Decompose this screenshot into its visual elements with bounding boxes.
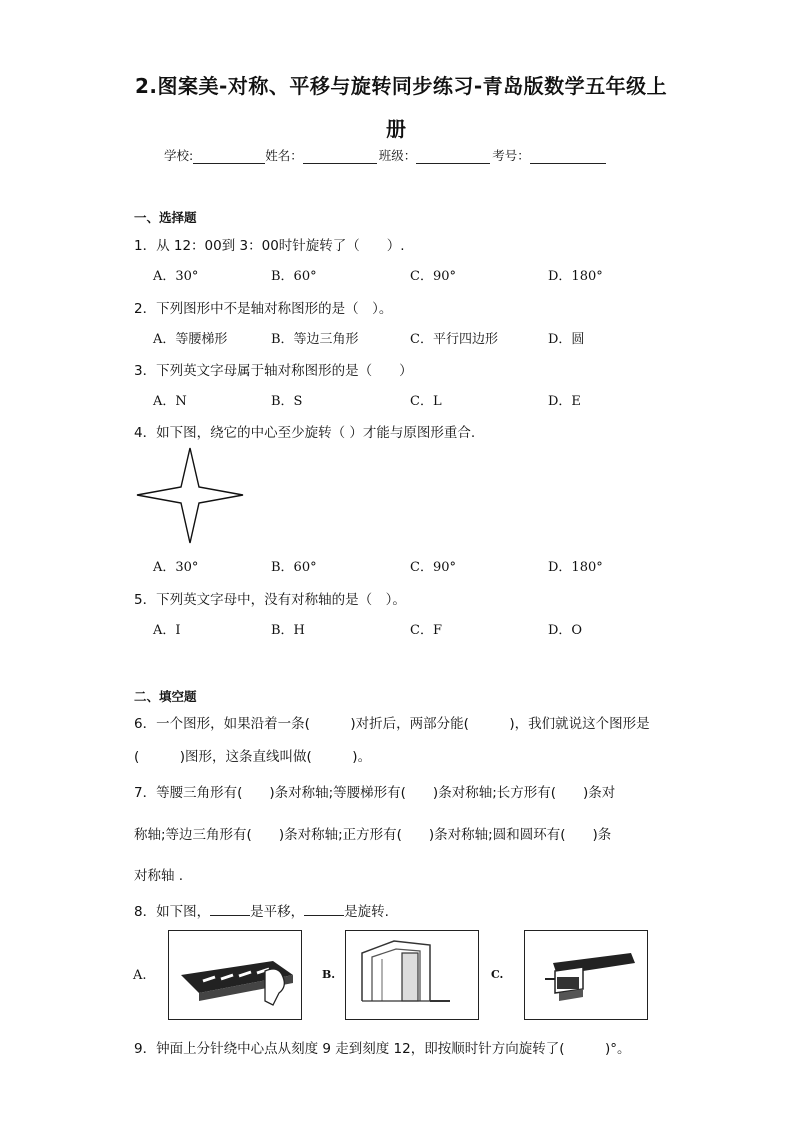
- question-7-line-3: 对称轴 .: [134, 868, 184, 884]
- q3-option-a[interactable]: A．N: [153, 394, 187, 409]
- q5-option-a[interactable]: A．I: [153, 623, 181, 638]
- drawer-image: [524, 930, 648, 1020]
- q1-option-a[interactable]: A．30°: [153, 269, 199, 284]
- q4-option-a[interactable]: A．30°: [153, 560, 199, 575]
- q8-rotation-blank[interactable]: [304, 903, 344, 916]
- q8-suffix: 是旋转.: [344, 904, 389, 920]
- question-7-line-1: 7．等腰三角形有( )条对称轴;等腰梯形有( )条对称轴;长方形有( )条对: [134, 785, 616, 801]
- q1-option-b[interactable]: B．60°: [271, 269, 317, 284]
- q5-option-d[interactable]: D．O: [548, 623, 583, 638]
- q1-option-c[interactable]: C．90°: [410, 269, 456, 284]
- number-label: 考号：: [492, 148, 530, 163]
- q8-mid: 是平移，: [250, 904, 305, 920]
- school-blank[interactable]: [193, 150, 265, 164]
- q1-option-d[interactable]: D．180°: [548, 269, 603, 284]
- question-5: 5．下列英文字母中，没有对称轴的是（ ）。: [134, 592, 406, 608]
- class-label: 班级：: [378, 148, 417, 163]
- q8-prefix: 8．如下图，: [134, 904, 211, 920]
- q8-label-a: A.: [133, 968, 147, 983]
- q4-option-c[interactable]: C．90°: [410, 560, 456, 575]
- school-label: 学校:: [164, 148, 194, 163]
- q2-option-b[interactable]: B．等边三角形: [271, 332, 359, 347]
- q2-option-c[interactable]: C．平行四边形: [410, 332, 498, 347]
- student-info-line: [164, 146, 606, 164]
- q3-option-d[interactable]: D．E: [548, 394, 581, 409]
- question-4: 4．如下图，绕它的中心至少旋转（ ）才能与原图形重合.: [134, 425, 476, 441]
- abacus-icon: [169, 931, 301, 1019]
- door-icon: [346, 931, 478, 1019]
- question-8: [134, 900, 389, 920]
- page-title: 2.图案美-对称、平移与旋转同步练习-青岛版数学五年级上: [135, 74, 668, 98]
- question-6-line-1: 6．一个图形，如果沿着一条( )对折后，两部分能( )，我们就说这个图形是: [134, 716, 650, 732]
- question-6-line-2: ( )图形，这条直线叫做( )。: [134, 749, 372, 765]
- section-fill-heading: 二、填空题: [134, 689, 197, 704]
- section-choice-heading: 一、选择题: [134, 210, 197, 225]
- q8-label-c: C.: [491, 968, 504, 981]
- q4-option-d[interactable]: D．180°: [548, 560, 603, 575]
- q4-option-b[interactable]: B．60°: [271, 560, 317, 575]
- q8-label-b: B.: [322, 968, 336, 981]
- q2-option-a[interactable]: A．等腰梯形: [153, 332, 228, 347]
- question-2: 2．下列图形中不是轴对称图形的是（ ）。: [134, 301, 393, 317]
- q8-translation-blank[interactable]: [210, 903, 250, 916]
- name-label: 姓名：: [265, 148, 303, 163]
- page-title-continued: 册: [386, 117, 407, 141]
- question-7-line-2: 称轴;等边三角形有( )条对称轴;正方形有( )条对称轴;圆和圆环有( )条: [134, 827, 612, 843]
- question-9: 9．钟面上分针绕中心点从刻度 9 走到刻度 12，即按顺时针方向旋转了( )°。: [134, 1041, 631, 1057]
- four-point-star-figure: [135, 446, 247, 546]
- q3-option-b[interactable]: B．S: [271, 394, 303, 409]
- q3-option-c[interactable]: C．L: [410, 394, 442, 409]
- question-1: 1．从 12：00到 3：00时针旋转了（ ）.: [134, 238, 405, 254]
- q5-option-c[interactable]: C．F: [410, 623, 442, 638]
- question-3: 3．下列英文字母属于轴对称图形的是（ ）: [134, 363, 413, 379]
- q2-option-d[interactable]: D．圆: [548, 332, 585, 347]
- drawer-icon: [525, 931, 647, 1019]
- q5-option-b[interactable]: B．H: [271, 623, 305, 638]
- number-blank[interactable]: [530, 150, 606, 164]
- abacus-image: [168, 930, 302, 1020]
- class-blank[interactable]: [416, 150, 490, 164]
- door-image: [345, 930, 479, 1020]
- name-blank[interactable]: [303, 150, 377, 164]
